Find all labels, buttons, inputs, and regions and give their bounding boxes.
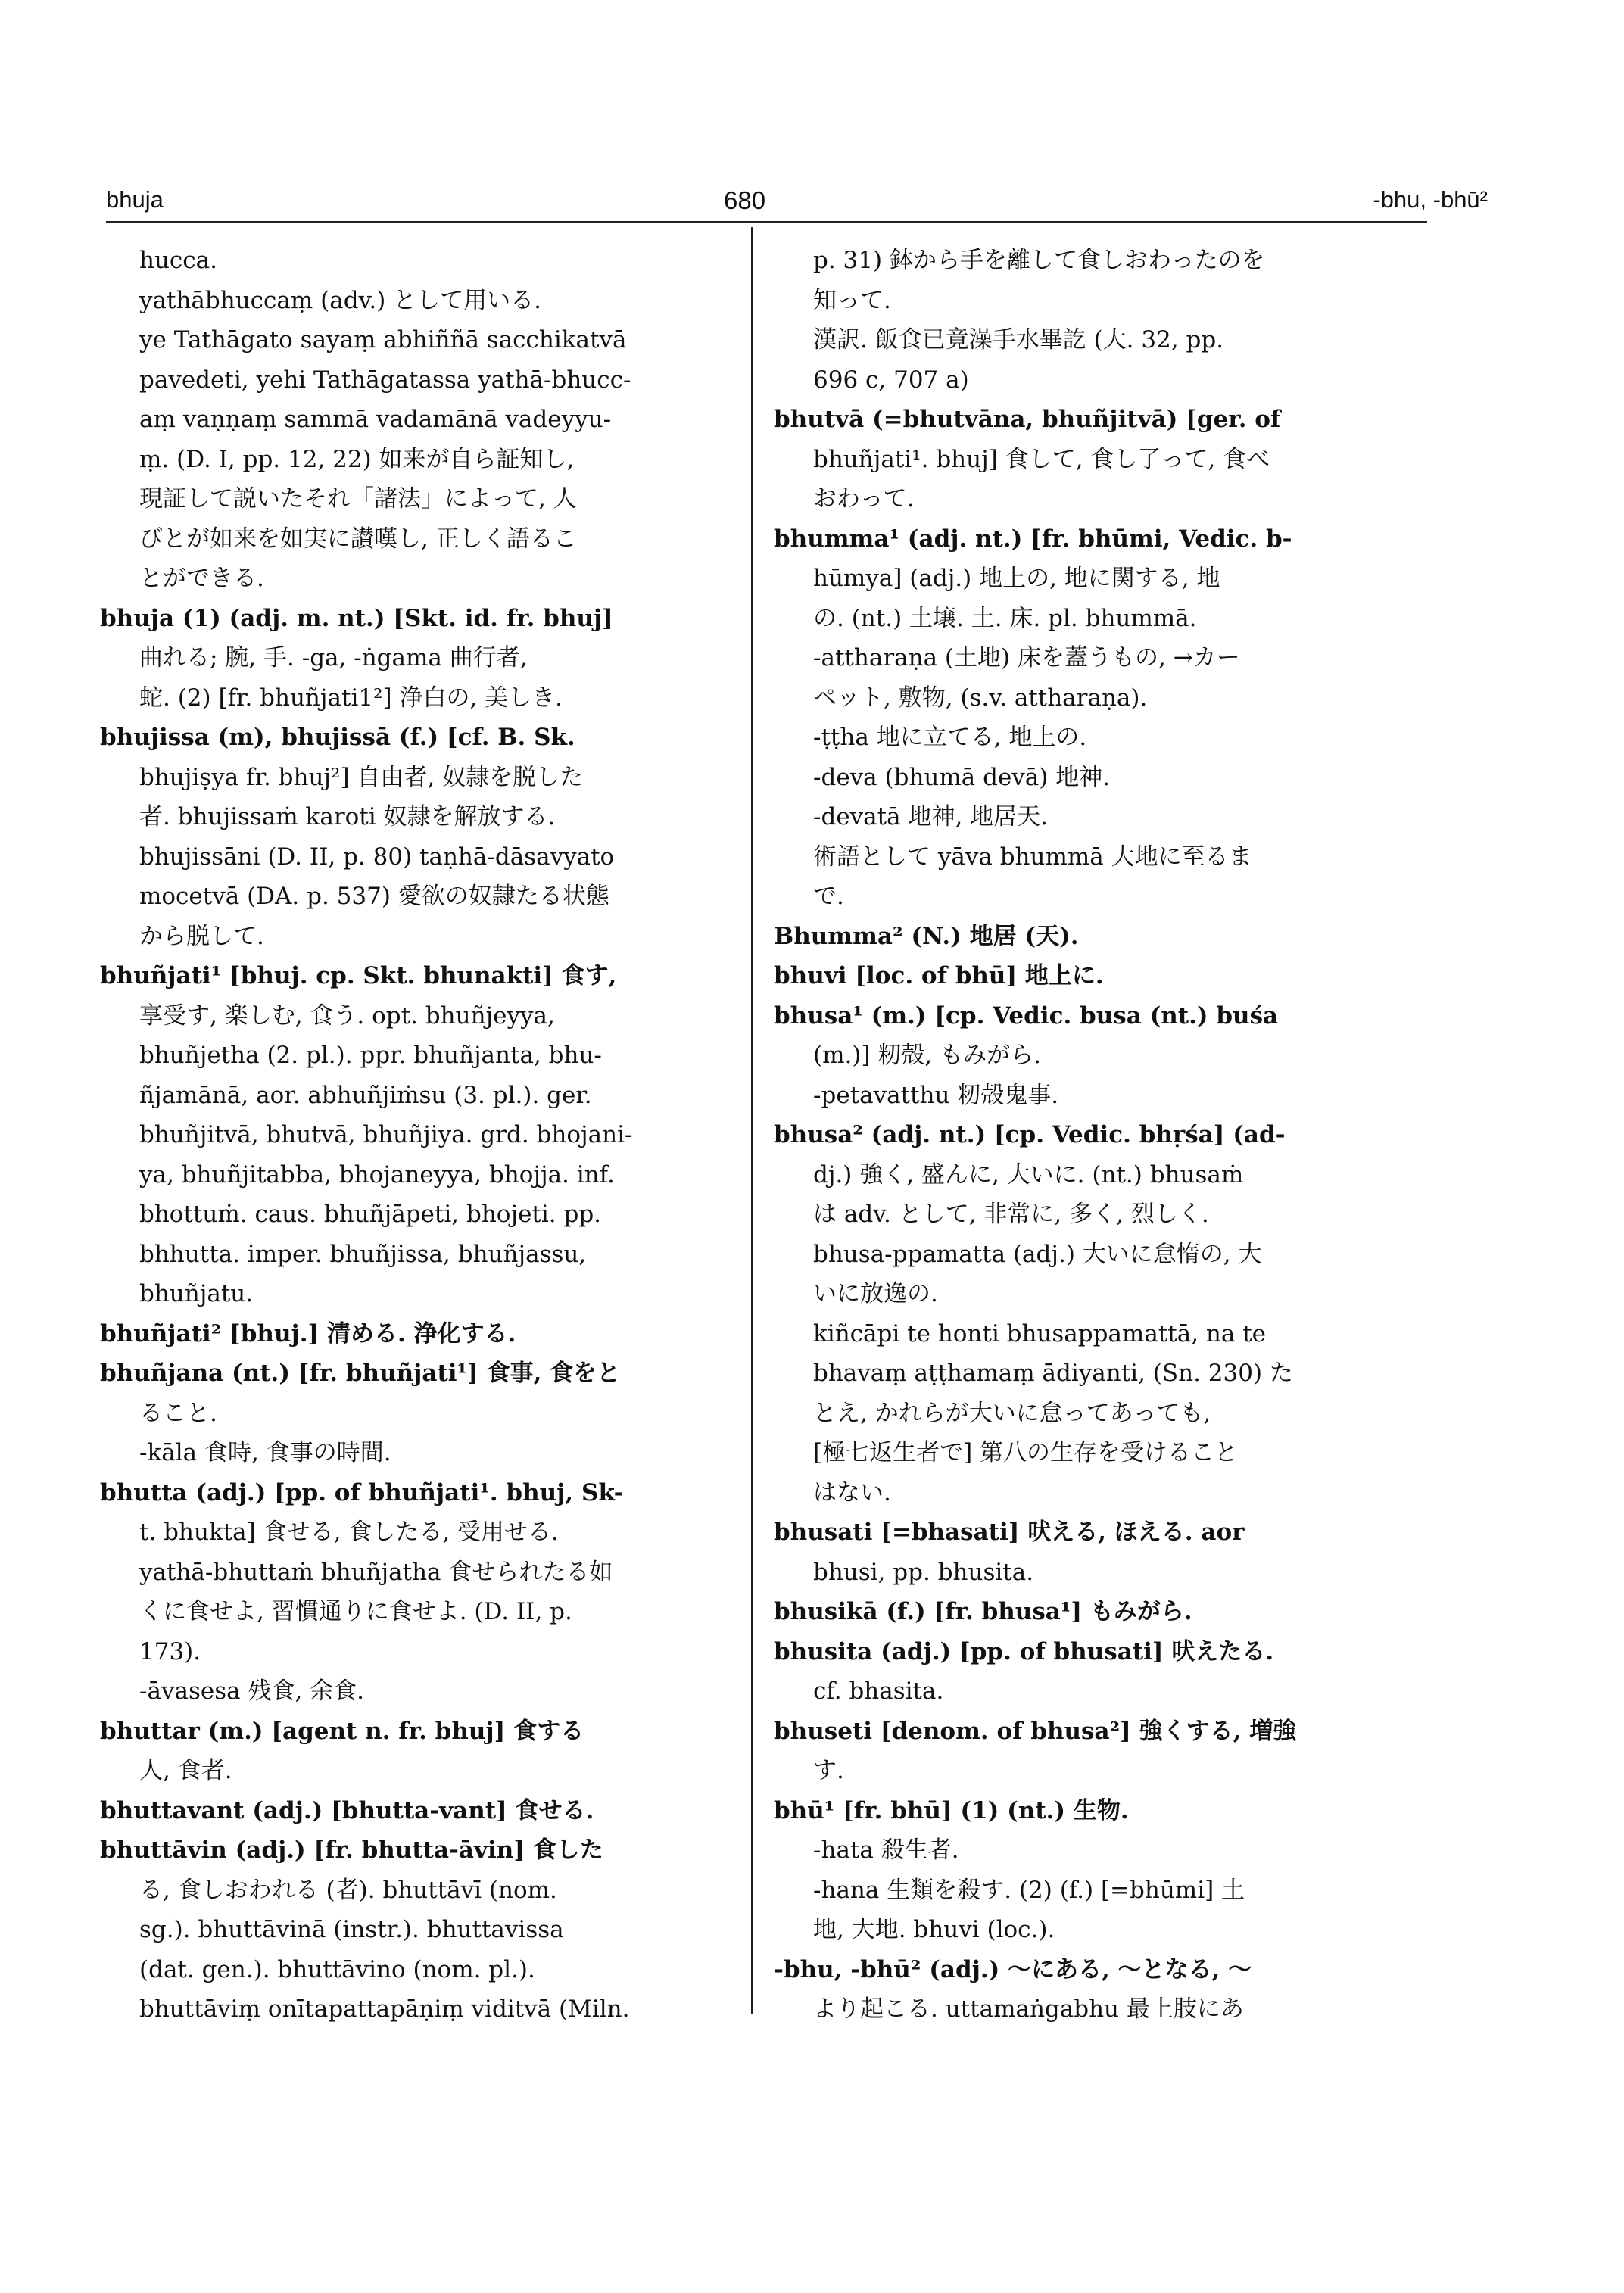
- dictionary-text-line: 173).: [139, 1637, 201, 1665]
- dictionary-headword-line: Bhumma² (N.) 地居 (天).: [774, 922, 1079, 950]
- dictionary-text-line: 現証して説いたそれ「諸法」によって, 人: [139, 485, 577, 512]
- dictionary-text-line: bhhutta. imper. bhuñjissa, bhuñjassu,: [139, 1240, 587, 1268]
- dictionary-headword-line: bhuja (1) (adj. m. nt.) [Skt. id. fr. bhuj]: [100, 604, 613, 632]
- dictionary-headword-line: bhusita (adj.) [pp. of bhusati] 吠えたる.: [774, 1637, 1274, 1665]
- left-column: [100, 241, 725, 2030]
- dictionary-text-line: 者. bhujissaṁ karoti 奴隷を解放する.: [139, 803, 556, 830]
- dictionary-text-line: bhujissāni (D. II, p. 80) taṇhā-dāsavyato: [139, 843, 615, 871]
- dictionary-text-line: -kāla 食時, 食事の時間.: [139, 1439, 391, 1466]
- dictionary-text-line: びとが如来を如実に讃嘆し, 正しく語るこ: [139, 525, 577, 553]
- dictionary-text-line: 曲れる; 腕, 手. -ga, -ṅgama 曲行者,: [139, 644, 528, 671]
- dictionary-text-line: 享受す, 楽しむ, 食う. opt. bhuñjeyya,: [139, 1002, 555, 1030]
- dictionary-text-line: aṃ vaṇṇaṃ sammā vadamānā vadeyyu-: [139, 406, 612, 433]
- dictionary-headword-line: bhusa² (adj. nt.) [cp. Vedic. bhṛśa] (ad-: [774, 1121, 1286, 1148]
- dictionary-headword-line: bhusa¹ (m.) [cp. Vedic. busa (nt.) buśa: [774, 1002, 1279, 1030]
- dictionary-text-line: cf. bhasita.: [813, 1678, 944, 1705]
- dictionary-text-line: ye Tathāgato sayaṃ abhiññā sacchikatvā: [139, 326, 627, 354]
- dictionary-text-line: bhuñjetha (2. pl.). ppr. bhuñjanta, bhu-: [139, 1042, 602, 1069]
- dictionary-text-line: ṃ. (D. I, pp. 12, 22) 如来が自ら証知し,: [139, 445, 575, 473]
- dictionary-text-line: -hata 殺生者.: [813, 1837, 959, 1864]
- dictionary-text-line: bhusa-ppamatta (adj.) 大いに怠惰の, 大: [813, 1240, 1262, 1268]
- dictionary-text-line: mocetvā (DA. p. 537) 愛欲の奴隷たる状態: [139, 883, 609, 910]
- dictionary-headword-line: bhumma¹ (adj. nt.) [fr. bhūmi, Vedic. b-: [774, 525, 1292, 553]
- dictionary-headword-line: bhuseti [denom. of bhusa²] 強くする, 増強: [774, 1717, 1297, 1745]
- dictionary-headword-line: bhuttavant (adj.) [bhutta-vant] 食せる.: [100, 1796, 594, 1824]
- dictionary-text-line: 知って.: [813, 286, 891, 314]
- dictionary-text-line: kiñcāpi te honti bhusappamattā, na te: [813, 1319, 1267, 1347]
- dictionary-headword-line: -bhu, -bhū² (adj.) 〜にある, 〜となる, 〜: [774, 1955, 1252, 1983]
- dictionary-headword-line: bhutvā (=bhutvāna, bhuñjitvā) [ger. of: [774, 406, 1281, 433]
- dictionary-text-line: yathābhuccaṃ (adv.) として用いる.: [139, 286, 542, 314]
- dictionary-text-line: で.: [813, 883, 844, 910]
- column-divider: [751, 227, 753, 2014]
- dictionary-headword-line: bhusikā (f.) [fr. bhusa¹] もみがら.: [774, 1598, 1192, 1625]
- dictionary-text-line: -hana 生類を殺す. (2) (f.) [=bhūmi] 土: [813, 1876, 1245, 1904]
- dictionary-text-line: hūmya] (adj.) 地上の, 地に関する, 地: [813, 565, 1220, 592]
- dictionary-text-line: 地, 大地. bhuvi (loc.).: [813, 1916, 1055, 1943]
- dictionary-headword-line: bhū¹ [fr. bhū] (1) (nt.) 生物.: [774, 1796, 1129, 1824]
- dictionary-text-line: ること.: [139, 1399, 217, 1427]
- dictionary-text-line: くに食せよ, 習慣通りに食せよ. (D. II, p.: [139, 1598, 572, 1625]
- dictionary-text-line: pavedeti, yehi Tathāgatassa yathā-bhucc-: [139, 366, 631, 394]
- page-header: [106, 186, 1488, 224]
- dictionary-headword-line: bhuttāvin (adj.) [fr. bhutta-āvin] 食した: [100, 1837, 603, 1864]
- dictionary-text-line: hucca.: [139, 247, 217, 274]
- dictionary-text-line: -devatā 地神, 地居天.: [813, 803, 1049, 830]
- dictionary-text-line: (dat. gen.). bhuttāvino (nom. pl.).: [139, 1955, 535, 1983]
- dictionary-text-line: bhuñjitvā, bhutvā, bhuñjiya. grd. bhojani-: [139, 1121, 633, 1148]
- dictionary-headword-line: bhuñjati¹ [bhuj. cp. Skt. bhunakti] 食す,: [100, 962, 617, 989]
- dictionary-text-line: いに放逸の.: [813, 1280, 938, 1307]
- dictionary-text-line: (m.)] 籾殻, もみがら.: [813, 1042, 1041, 1069]
- dictionary-text-line: bhuñjati¹. bhuj] 食して, 食し了って, 食べ: [813, 445, 1270, 473]
- dictionary-text-line: す.: [813, 1757, 844, 1784]
- dictionary-text-line: 漢訳. 飯食已竟澡手水畢訖 (大. 32, pp.: [813, 326, 1224, 354]
- dictionary-text-line: sg.). bhuttāvinā (instr.). bhuttavissa: [139, 1916, 564, 1943]
- dictionary-text-line: とえ, かれらが大いに怠ってあっても,: [813, 1399, 1211, 1427]
- dictionary-text-line: bhuñjatu.: [139, 1280, 254, 1307]
- dictionary-text-line: 696 c, 707 a): [813, 366, 969, 394]
- dictionary-text-line: -ṭṭha 地に立てる, 地上の.: [813, 724, 1087, 751]
- dictionary-text-line: 術語として yāva bhummā 大地に至るま: [813, 843, 1252, 871]
- right-column: [774, 241, 1406, 2030]
- dictionary-text-line: ya, bhuñjitabba, bhojaneyya, bhojja. inf.: [139, 1161, 615, 1189]
- header-rule: [106, 221, 1427, 223]
- dictionary-text-line: bhuttāviṃ onītapattapāṇiṃ viditvā (Miln.: [139, 1995, 630, 2023]
- dictionary-text-line: から脱して.: [139, 922, 264, 950]
- dictionary-text-line: -attharaṇa (土地) 床を蓋うもの, →カー: [813, 644, 1240, 671]
- dictionary-text-line: より起こる. uttamaṅgabhu 最上肢にあ: [813, 1995, 1244, 2023]
- dictionary-text-line: yathā-bhuttaṁ bhuñjatha 食せられたる如: [139, 1558, 613, 1586]
- dictionary-headword-line: bhuñjati² [bhuj.] 清める. 浄化する.: [100, 1319, 516, 1347]
- dictionary-headword-line: bhujissa (m), bhujissā (f.) [cf. B. Sk.: [100, 724, 575, 751]
- dictionary-text-line: とができる.: [139, 565, 264, 592]
- dictionary-text-line: dj.) 強く, 盛んに, 大いに. (nt.) bhusaṁ: [813, 1161, 1244, 1189]
- dictionary-text-line: [極七返生者で] 第八の生存を受けること: [813, 1439, 1239, 1466]
- dictionary-headword-line: bhusati [=bhasati] 吠える, ほえる. aor: [774, 1519, 1245, 1546]
- dictionary-headword-line: bhuñjana (nt.) [fr. bhuñjati¹] 食事, 食をと: [100, 1360, 621, 1387]
- dictionary-text-line: bhusi, pp. bhusita.: [813, 1558, 1034, 1586]
- dictionary-headword-line: bhutta (adj.) [pp. of bhuñjati¹. bhuj, Sk-: [100, 1478, 624, 1506]
- dictionary-text-line: ñjamānā, aor. abhuñjiṁsu (3. pl.). ger.: [139, 1081, 592, 1109]
- dictionary-text-line: -āvasesa 残食, 余食.: [139, 1678, 365, 1705]
- header-guide-word-left: bhuja: [106, 186, 164, 213]
- dictionary-text-line: -petavatthu 籾殻鬼事.: [813, 1081, 1059, 1109]
- dictionary-text-line: bhujiṣya fr. bhuj²] 自由者, 奴隷を脱した: [139, 763, 584, 791]
- dictionary-text-line: bhottuṁ. caus. bhuñjāpeti, bhojeti. pp.: [139, 1201, 602, 1228]
- dictionary-text-line: 人, 食者.: [139, 1757, 232, 1784]
- dictionary-text-line: bhavaṃ aṭṭhamaṃ ādiyanti, (Sn. 230) た: [813, 1360, 1293, 1387]
- dictionary-headword-line: bhuttar (m.) [agent n. fr. bhuj] 食する: [100, 1717, 584, 1745]
- page-number: 680: [724, 186, 766, 214]
- dictionary-text-line: p. 31) 鉢から手を離して食しおわったのを: [813, 247, 1265, 274]
- dictionary-text-line: 蛇. (2) [fr. bhuñjati1²] 浄白の, 美しき.: [139, 684, 563, 712]
- dictionary-text-line: はない.: [813, 1478, 891, 1506]
- dictionary-headword-line: bhuvi [loc. of bhū] 地上に.: [774, 962, 1104, 989]
- header-guide-word-right: -bhu, -bhū²: [1373, 186, 1488, 213]
- dictionary-text-line: おわって.: [813, 485, 915, 512]
- dictionary-text-line: -deva (bhumā devā) 地神.: [813, 763, 1111, 791]
- dictionary-text-line: t. bhukta] 食せる, 食したる, 受用せる.: [139, 1519, 559, 1546]
- dictionary-text-line: ペット, 敷物, (s.v. attharaṇa).: [813, 684, 1148, 712]
- dictionary-text-line: る, 食しおわれる (者). bhuttāvī (nom.: [139, 1876, 557, 1904]
- dictionary-text-line: は adv. として, 非常に, 多く, 烈しく.: [813, 1201, 1209, 1228]
- dictionary-text-line: の. (nt.) 土壌. 土. 床. pl. bhummā.: [813, 604, 1197, 632]
